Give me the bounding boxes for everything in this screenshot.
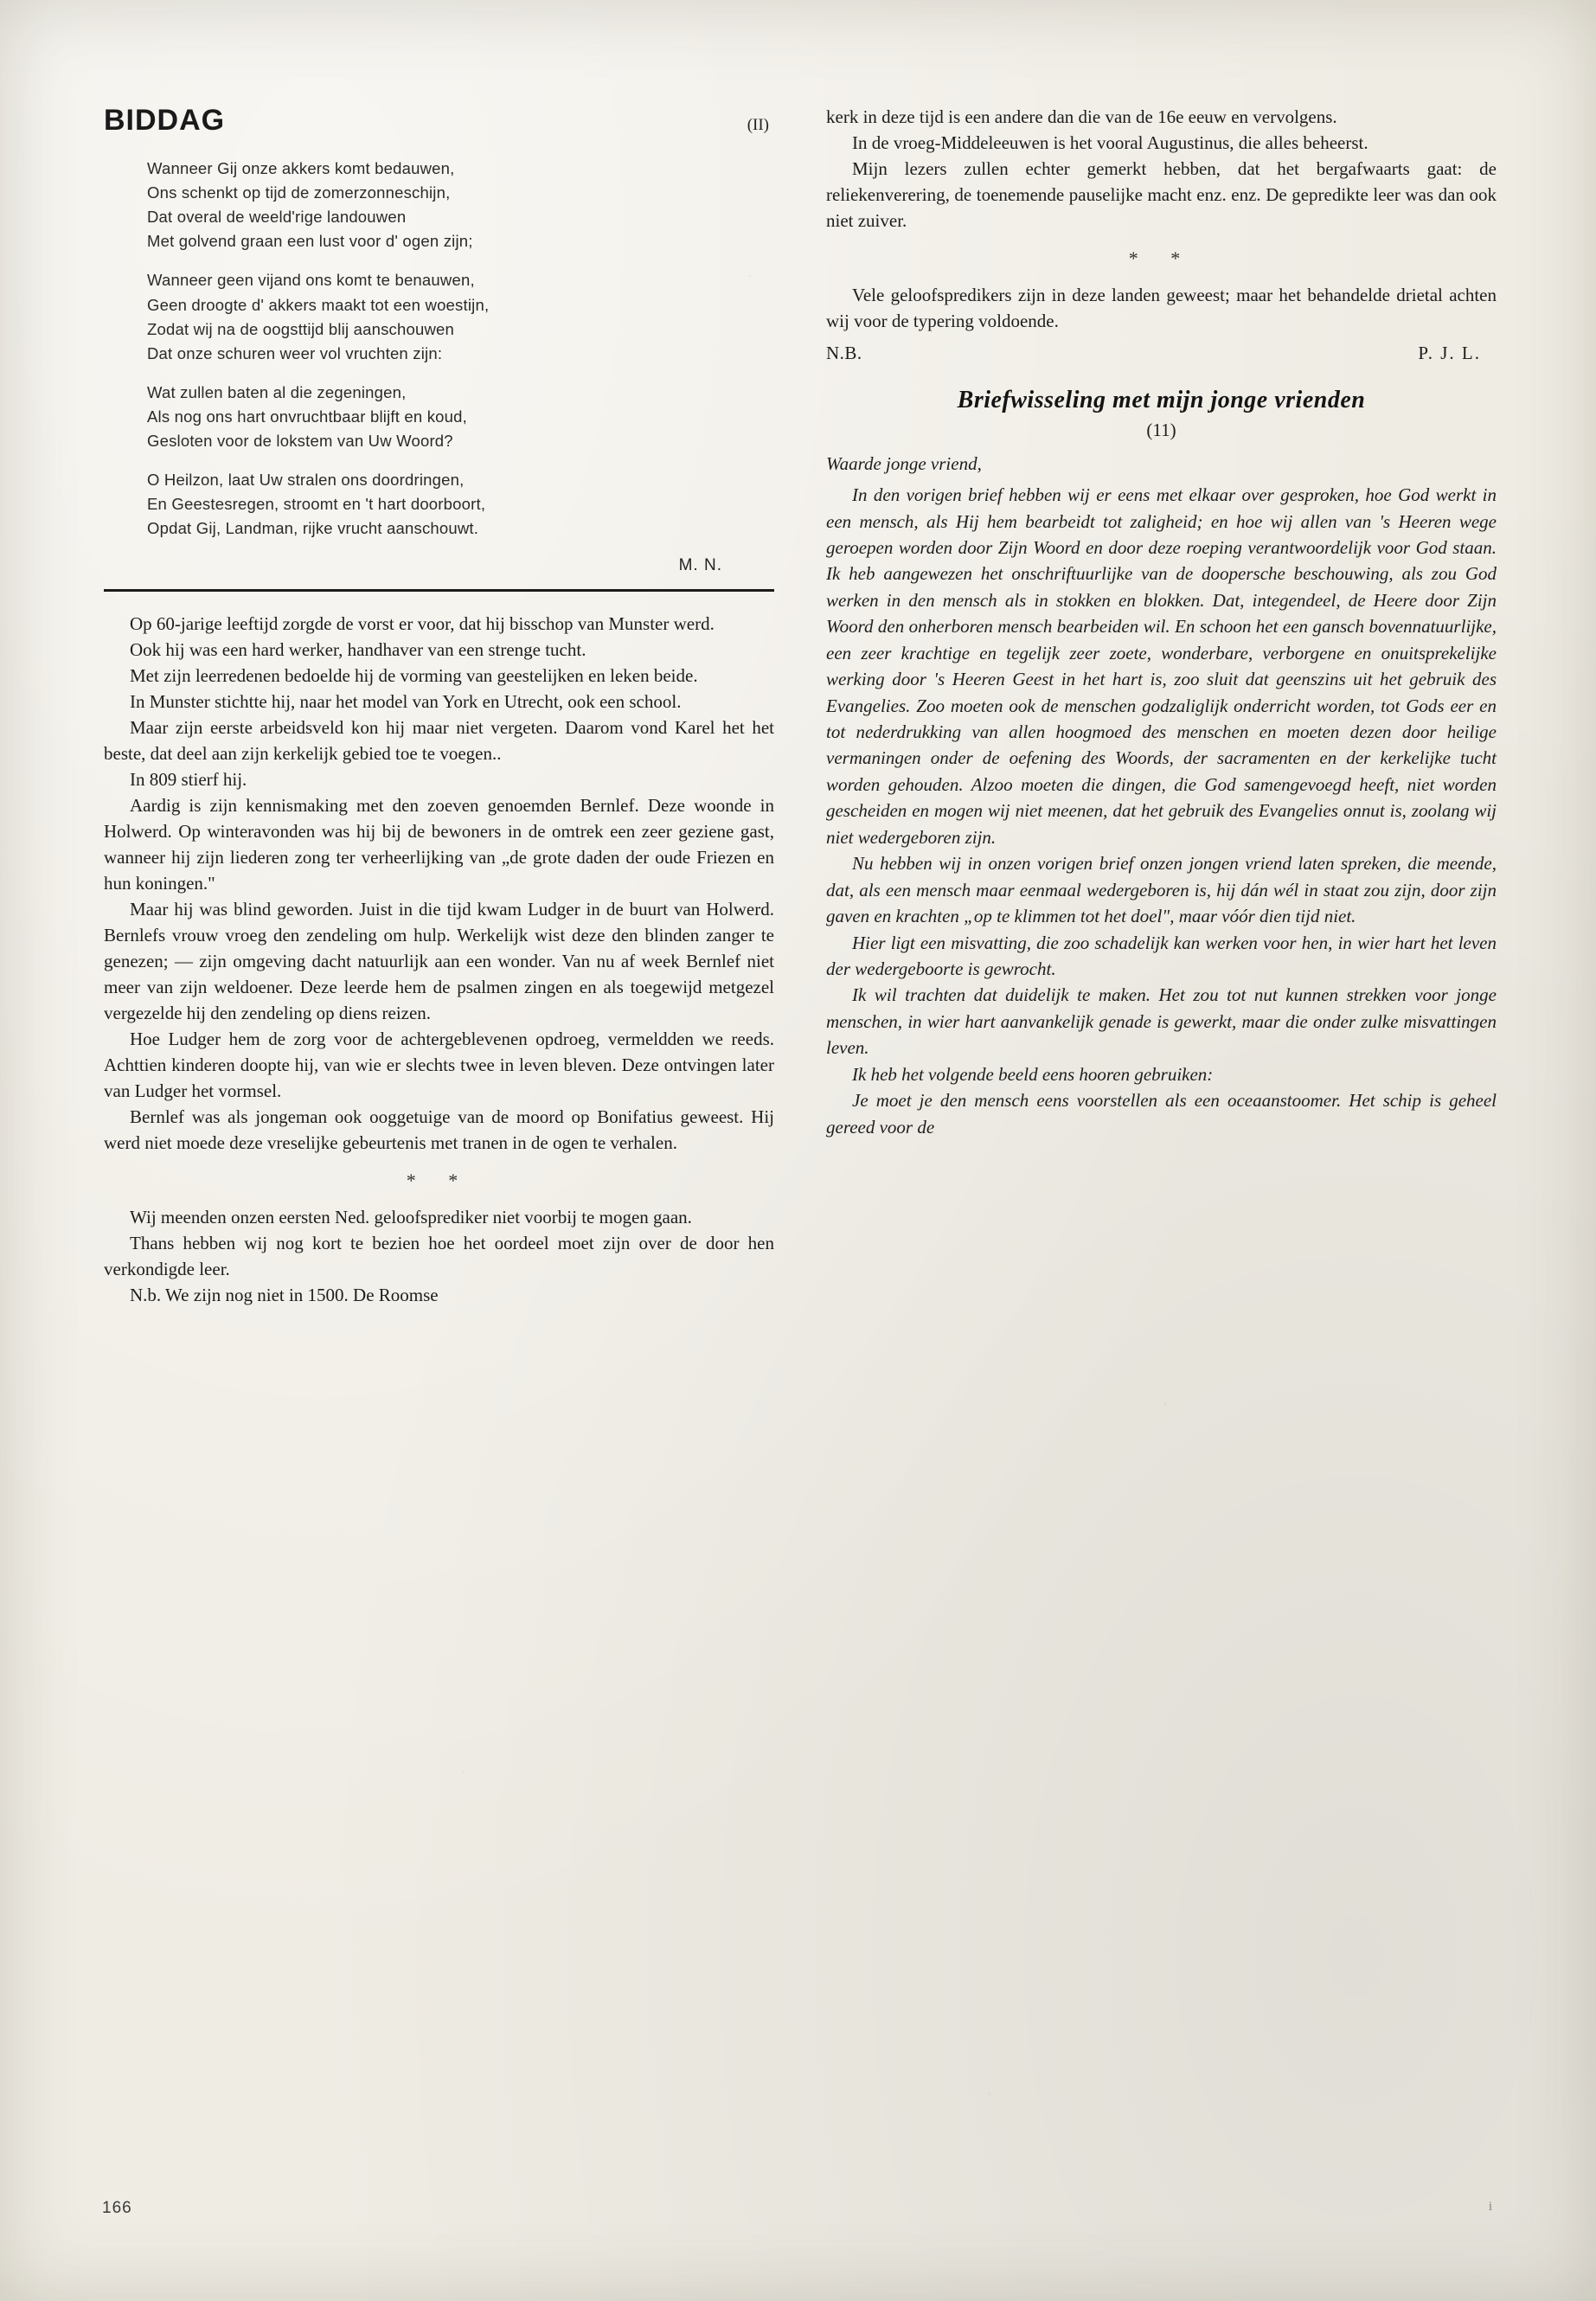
- poem-signature: M. N.: [678, 555, 722, 574]
- body-paragraph: Bernlef was als jongeman ook ooggetuige van de moord op Bonifatius geweest. Hij werd niet moede deze vreselijke gebeurtenis met tranen in de ogen te verhalen.: [104, 1106, 774, 1153]
- poem-line: Wanneer Gij onze akkers komt bedauwen,: [147, 159, 455, 177]
- body-paragraph: Mijn lezers zullen echter gemerkt hebben, dat het bergafwaarts gaat: de reliekenverering, de toenemende pauselijke macht enz. enz. De gepredikte leer was dan ook niet zuiver.: [826, 158, 1497, 232]
- poem: [147, 157, 774, 542]
- masthead-row: [104, 104, 774, 141]
- poem-stanza: [147, 468, 774, 541]
- body-paragraph: Maar hij was blind geworden. Juist in die tijd kwam Ludger in de buurt van Holwerd. Bernlefs vrouw vroeg den zendeling om hulp. Werkelijk wist deze den blinden zanger te genezen; — zijn omgeving dacht natuurlijk aan een wonder. Van nu af week Bernlef niet meer van zijn weldoener. Deze leerde hem de psalmen zingen en als toegewijd metgezel vergezelde hij den zendeling op diens reizen.: [104, 898, 774, 1023]
- poem-line: O Heilzon, laat Uw stralen ons doordringen,: [147, 471, 465, 490]
- body-paragraph: N.b. We zijn nog niet in 1500. De Roomse: [130, 1284, 439, 1305]
- left-column: [104, 104, 774, 2145]
- body-paragraph: Hoe Ludger hem de zorg voor de achtergeblevenen opdroeg, vermeldden we reeds. Achttien kinderen doopte hij, van wie er slechts twee in leven bleven. Deze ontvingen later van Ludger het vormsel.: [104, 1028, 774, 1101]
- poem-line: Opdat Gij, Landman, rijke vrucht aanschouwt.: [147, 519, 479, 538]
- body-paragraph: Aardig is zijn kennismaking met den zoeven genoemden Bernlef. Deze woonde in Holwerd. Op winteravonden was hij bij de bewoners in de omtrek een zeer geziene gast, wanneer hij zijn liederen zong ter verheerlijking van „de grote daden der oude Friezen en hun koningen.": [104, 794, 774, 894]
- poem-line: Gesloten voor de lokstem van Uw Woord?: [147, 432, 453, 451]
- poem-line: Als nog ons hart onvruchtbaar blijft en koud,: [147, 407, 467, 426]
- body-paragraph: Met zijn leerredenen bedoelde hij de vorming van geestelijken en leken beide.: [130, 664, 698, 686]
- body-paragraph: Maar zijn eerste arbeidsveld kon hij maar niet vergeten. Daarom vond Karel het het beste, dat deel aan zijn kerkelijk gebied toe te voegen..: [104, 716, 774, 764]
- ornament-dots: * *: [1128, 247, 1195, 270]
- corner-mark: i: [1488, 2200, 1492, 2214]
- poem-stanza: [147, 268, 774, 365]
- poem-line: Ons schenkt op tijd de zomerzonneschijn,: [147, 183, 451, 202]
- section-divider-rule: [104, 589, 774, 592]
- page-content: [104, 104, 1497, 2145]
- poem-line: Wanneer geen vijand ons komt te benauwen,: [147, 271, 475, 290]
- letter-paragraph: Nu hebben wij in onzen vorigen brief onzen jongen vriend laten spreken, die meende, dat, als een mensch maar eenmaal wedergeboren is, hij dán wél in staat zou zijn, door zijn gaven en krachten „op te klimmen tot het doel", maar vóór dien tijd niet.: [826, 853, 1497, 927]
- letter-paragraph: Ik wil trachten dat duidelijk te maken. Het zou tot nut kunnen strekken voor jonge menschen, in wier hart aanvankelijk genade is gewerkt, maar die onder zulke misvattingen leven.: [826, 984, 1497, 1059]
- poem-line: Geen droogte d' akkers maakt tot een woestijn,: [147, 295, 490, 314]
- article-number: (11): [1146, 420, 1176, 441]
- poem-stanza: [147, 381, 774, 453]
- article-title: Briefwisseling met mijn jonge vrienden: [957, 387, 1366, 414]
- letter-paragraph: Je moet je den mensch eens voorstellen als een oceaanstoomer. Het schip is geheel gereed voor de: [826, 1090, 1497, 1138]
- author-initials: P. J. L.: [1418, 343, 1481, 364]
- body-paragraph: In 809 stierf hij.: [130, 768, 247, 790]
- body-paragraph: In de vroeg-Middeleeuwen is het vooral Augustinus, die alles beheerst.: [852, 132, 1368, 154]
- poem-line: Wat zullen baten al die zegeningen,: [147, 382, 407, 401]
- body-paragraph: Vele geloofspredikers zijn in deze landen geweest; maar het behandelde drietal achten wij voor de typering voldoende.: [826, 285, 1497, 332]
- body-paragraph: kerk in deze tijd is een andere dan die van de 16e eeuw en vervolgens.: [826, 106, 1337, 127]
- page-number: 166: [102, 2199, 132, 2217]
- poem-line: Zodat wij na de oogsttijd blij aanschouwen: [147, 319, 454, 338]
- page-title: BIDDAG: [104, 104, 226, 137]
- body-paragraph: Ook hij was een hard werker, handhaver van een strenge tucht.: [130, 638, 586, 660]
- letter-paragraph: Ik heb het volgende beeld eens hooren gebruiken:: [852, 1063, 1214, 1085]
- letter-paragraph: Hier ligt een misvatting, die zoo schadelijk kan werken voor hen, in wier hart het leven der wedergeboorte is gewrocht.: [826, 932, 1497, 979]
- poem-line: Dat onze schuren weer vol vruchten zijn:: [147, 343, 443, 362]
- letter-paragraph: In den vorigen brief hebben wij er eens met elkaar over gesproken, hoe God werkt in een mensch, als Hij hem bearbeidt tot zaligheid; en hoe wij allen van 's Heeren wege geroepen worden door Zijn Woord en door deze roeping verantwoordelijk voor God staan. Ik heb aangewezen het onschriftuurlijke van de doopersche beschouwing, als zou God werken in den mensch als in stokken en blokken. Dat, integendeel, de Heere door Zijn Woord den onherboren mensch bearbeiden wil. En schoon het een gansch bovennatuurlijke, een zeer krachtige en tegelijk zeer zoete, wonderbare, verborgene en onuitsprekelijke werking door 's Heeren Geest in het hart is, zoo sluit dat geenszins uit het gebruik des Evangelies. Zoo moeten ook de menschen godzaliglijk onderricht worden, tot Gods eer en tot nederdrukking van allen hoogmoed des menschen en moeten dezen door heilige vermaningen onder de oefening des Woords, der sacramenten en der kerkelijke tucht worden gehouden. Alzoo moeten die dingen, die God samengevoegd heeft, niet worden gescheiden en mogen wij niet meenen, dat het gebruik des Evangelies onnut is, zoolang wij niet wedergeboren zijn.: [826, 484, 1497, 848]
- poem-line: En Geestesregen, stroomt en 't hart doorboort,: [147, 495, 486, 514]
- body-paragraph: Thans hebben wij nog kort te bezien hoe het oordeel moet zijn over de door hen verkondigde leer.: [104, 1232, 774, 1279]
- poem-line: Met golvend graan een lust voor d' ogen zijn;: [147, 232, 473, 251]
- body-paragraph: In Munster stichtte hij, naar het model van York en Utrecht, ook een school.: [130, 690, 682, 712]
- nb-label: N.B.: [826, 343, 862, 364]
- salutation: Waarde jonge vriend,: [826, 453, 982, 475]
- right-column: [826, 104, 1497, 2145]
- signature-row: [826, 343, 1497, 364]
- poem-stanza: [147, 157, 774, 253]
- body-paragraph: Wij meenden onzen eersten Ned. geloofsprediker niet voorbij te mogen gaan.: [130, 1206, 692, 1227]
- part-number: (II): [747, 116, 769, 134]
- ornament-dots: * *: [406, 1169, 472, 1191]
- poem-line: Dat overal de weeld'rige landouwen: [147, 208, 407, 227]
- body-paragraph: Op 60-jarige leeftijd zorgde de vorst er voor, dat hij bisschop van Munster werd.: [130, 612, 715, 634]
